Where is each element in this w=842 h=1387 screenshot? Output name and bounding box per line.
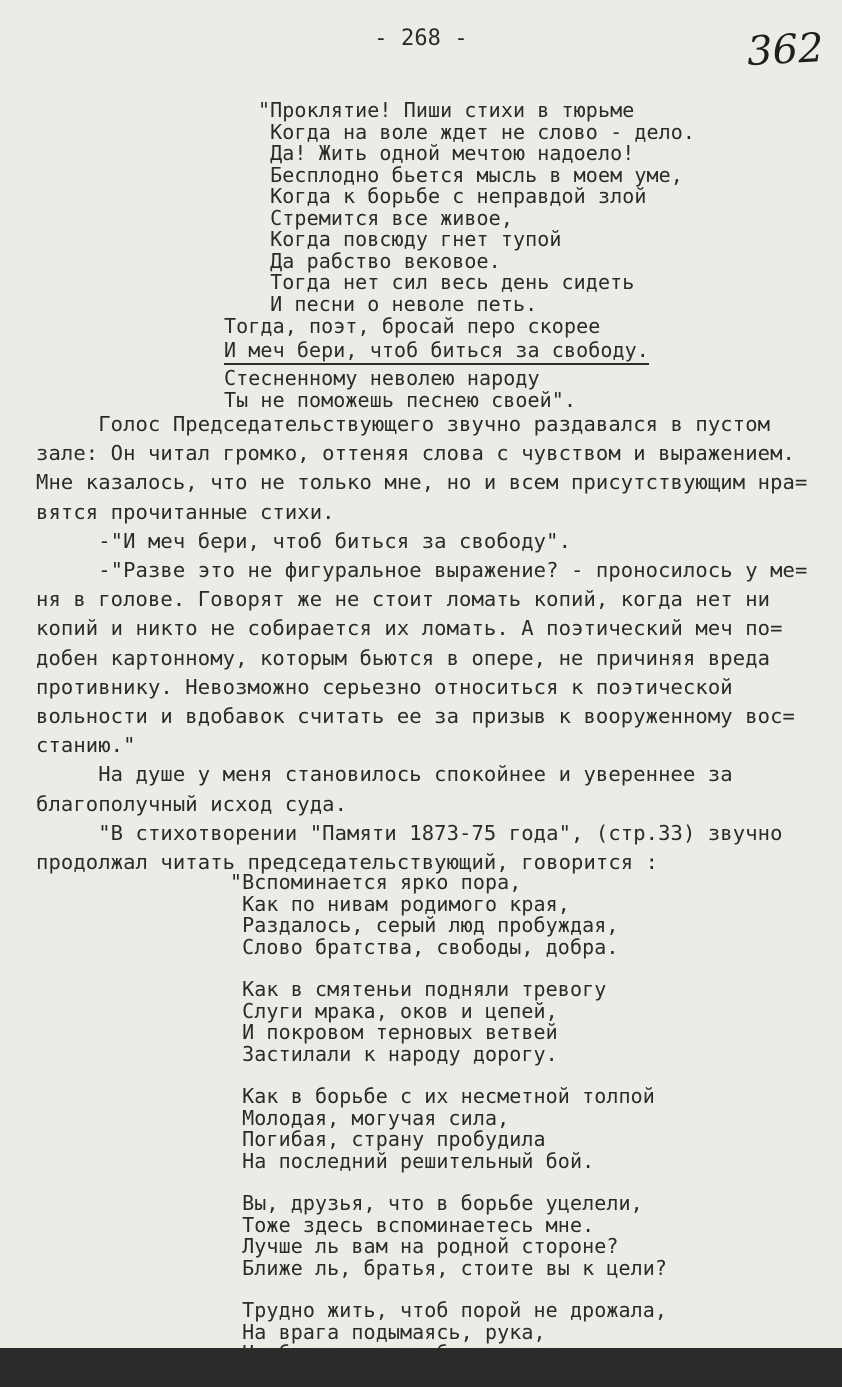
poem-two-line: Слово братства, свободы, добра. [230, 934, 619, 959]
poem-one-line: Когда повсюду гнет тупой [258, 227, 562, 251]
poem-two-line: И покровом терновых ветвей [230, 1020, 558, 1044]
poem-one-line: Бесплодно бьется мысль в моем уме, [258, 162, 683, 187]
poem-two-line: Если счастье в борьбе изменяло. [230, 1362, 619, 1387]
underlined-line: И меч бери, чтоб биться за свободу. [224, 338, 649, 365]
poem-one-line: Ты не поможешь песнею своей". [224, 387, 577, 412]
poem-two-line: Молодая, могучая сила, [230, 1105, 510, 1130]
poem-two-line: Погибая, страну пробудила [230, 1127, 546, 1151]
poem-one-line: Когда на воле ждет не слово - дело. [258, 119, 696, 144]
prose-body [36, 410, 828, 877]
prose-line: "В стихотворении "Памяти 1873-75 года", (стр.33) звучно [36, 820, 783, 845]
archive-number: 362 [746, 25, 826, 75]
poem-two-line: Чтобы сил не сгубила тоска, [230, 1341, 570, 1365]
poem-two-line: Раздалось, серый люд пробуждая, [230, 913, 619, 937]
poem-one-line: Тогда, поэт, бросай перо скорее [224, 314, 601, 338]
page-number: - 268 - [374, 26, 468, 51]
prose-line: вятся прочитанные стихи. [36, 499, 335, 524]
prose-line: ня в голове. Говорят же не стоит ломать копий, когда нет ни [36, 587, 771, 612]
poem-one [258, 100, 695, 315]
stanza-gap [230, 1172, 667, 1193]
prose-line: копий и никто не собирается их ломать. А поэтический меч по= [36, 616, 783, 641]
poem-one-line: Когда к борьбе с неправдой злой [258, 184, 647, 208]
poem-two-line: Застилали к народу дорогу. [230, 1041, 558, 1066]
prose-line: Голос Председательствующего звучно раздавался в пустом [36, 412, 771, 436]
prose-line: продолжал читать председательствующий, говорится : [36, 850, 659, 875]
prose-line: зале: Он читал громко, оттеняя слова с чувством и выражением. [36, 441, 795, 466]
prose-line: -"Разве это не фигуральное выражение? - проносилось у ме= [36, 558, 808, 583]
stanza-gap [230, 1279, 667, 1300]
prose-line: благополучный исход суда. [36, 791, 348, 816]
prose-line: вольности и вдобавок считать ее за призыв к вооруженному вос= [36, 704, 795, 729]
prose-line: добен картонному, которым бьются в опере, не причиняя вреда [36, 645, 771, 670]
poem-one-line: Стремится все живое, [258, 205, 513, 230]
poem-two-line: Лучше ль вам на родной стороне? [230, 1234, 619, 1258]
poem-one-line: Да рабство вековое. [258, 248, 501, 273]
poem-one-line: Стесненному неволею народу [224, 366, 540, 390]
poem-two-line: Ближе ль, братья, стоите вы к цели? [230, 1255, 668, 1280]
poem-two-line: На последний решительный бой. [230, 1148, 595, 1173]
poem-two-line: На врага подымаясь, рука, [230, 1319, 546, 1344]
prose-line: -"И меч бери, чтоб биться за свободу". [36, 528, 572, 553]
poem-two-line: Тоже здесь вспоминаетесь мне. [230, 1212, 595, 1237]
poem-one-stanza-three [224, 368, 576, 411]
poem-one-stanza-two [224, 314, 649, 365]
poem-one-line: И песни о неволе петь. [258, 291, 538, 316]
poem-two-line: Как в борьбе с их несметной толпой [230, 1084, 655, 1108]
poem-two-line: Слуги мрака, оков и цепей, [230, 998, 558, 1023]
poem-one-line: "Проклятие! Пиши стихи в тюрьме [258, 98, 635, 122]
poem-two-line: Трудно жить, чтоб порой не дрожала, [230, 1298, 668, 1322]
stanza-gap [230, 958, 667, 979]
poem-two-line: Как по нивам родимого края, [230, 891, 570, 916]
poem-two [230, 872, 667, 1386]
poem-two-line: Вы, друзья, что в борьбе уцелели, [230, 1191, 643, 1215]
prose-line: станию." [36, 733, 136, 758]
prose-line: противнику. Невозможно серьезно относиться к поэтической [36, 674, 733, 699]
poem-two-line: Как в смятеньи подняли тревогу [230, 977, 607, 1001]
prose-line: На душе у меня становилось спокойнее и увереннее за [36, 762, 733, 787]
poem-two-line: "Вспоминается ярко пора, [230, 870, 522, 894]
prose-line: Мне казалось, что не только мне, но и всем присутствующим нра= [36, 470, 808, 495]
poem-one-line: Тогда нет сил весь день сидеть [258, 270, 635, 294]
poem-one-line: Да! Жить одной мечтою надоело! [258, 141, 635, 165]
stanza-gap [230, 1065, 667, 1086]
